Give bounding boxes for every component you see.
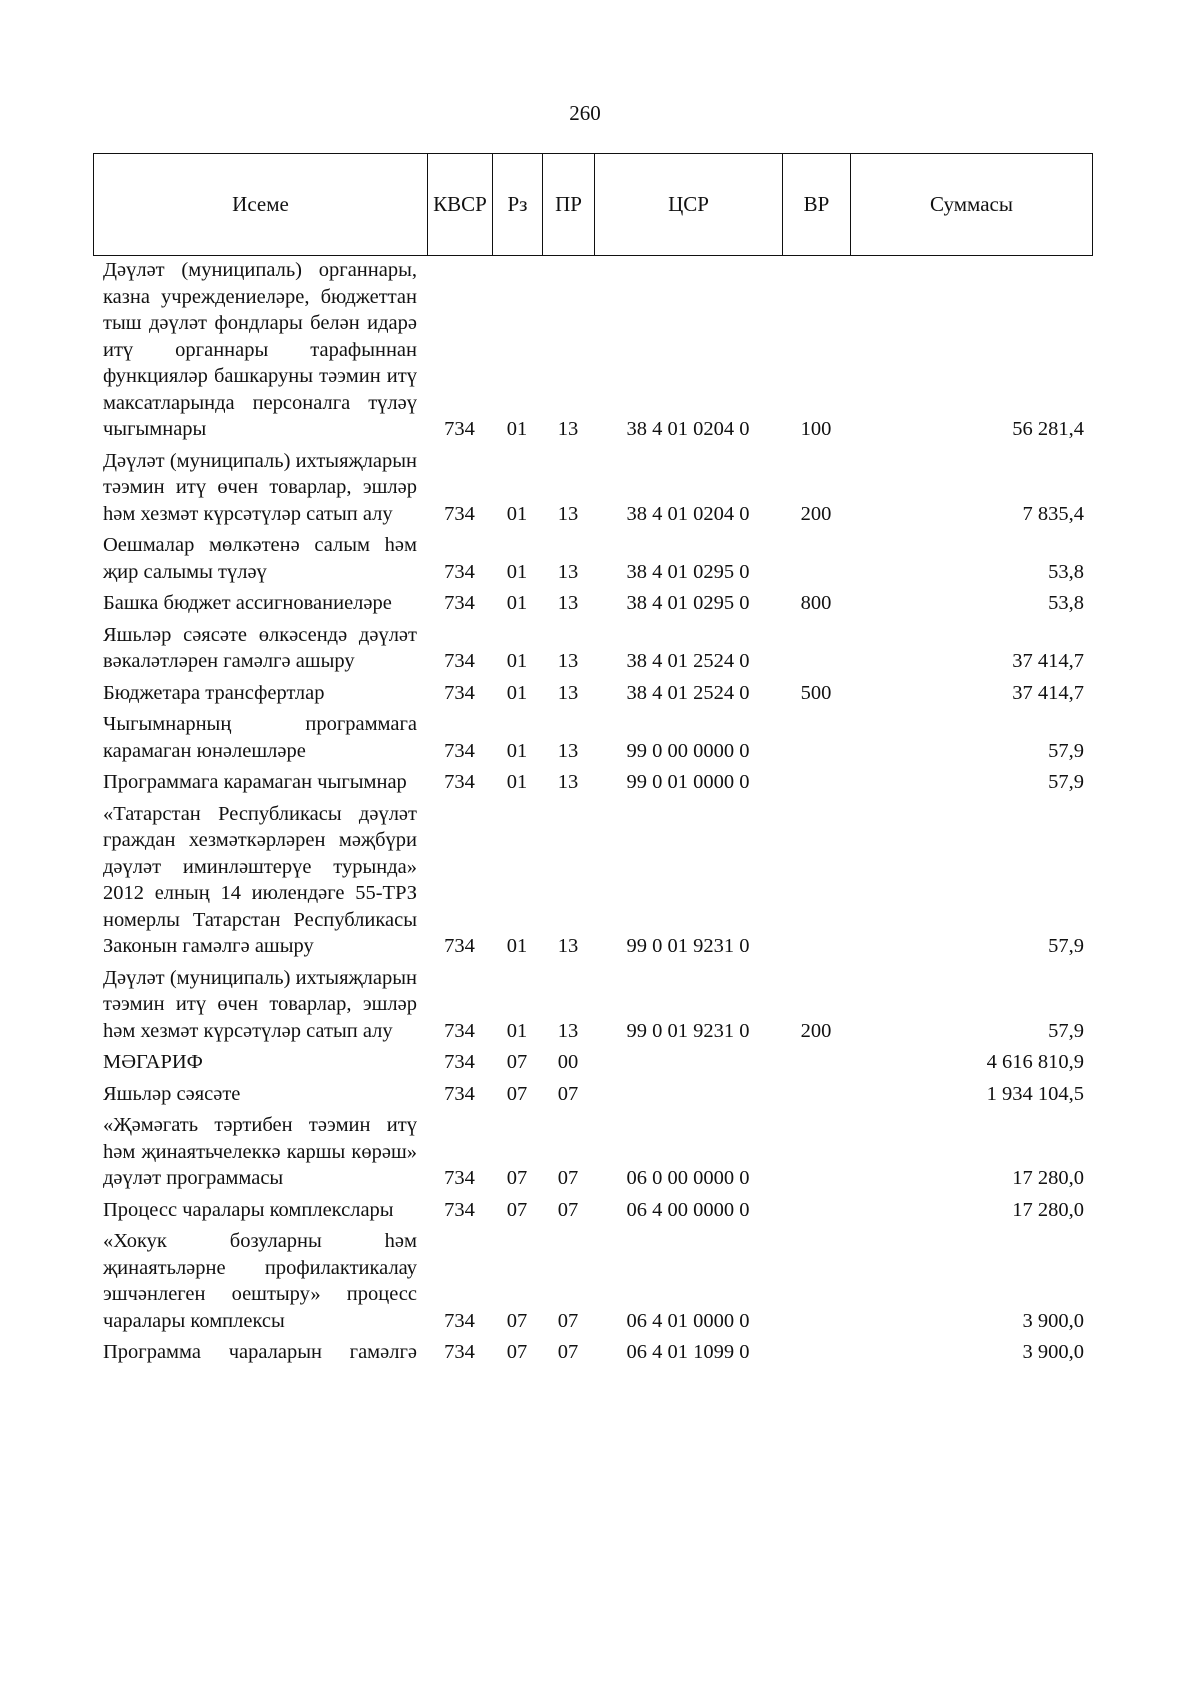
row-name: Яшьләр сәясәте: [103, 1082, 241, 1105]
row-sum: 57,9: [1048, 771, 1084, 793]
row-sum: 17 280,0: [1012, 1167, 1084, 1189]
row-rz: 07: [506, 1167, 528, 1189]
header-csr: ЦСР: [595, 154, 783, 256]
row-pr: 07: [557, 1198, 579, 1221]
header-kvsr: КВСР: [428, 154, 493, 256]
row-kvsr: 734: [444, 592, 475, 614]
row-pr: 13: [557, 935, 579, 957]
row-pr: 07: [557, 1341, 579, 1363]
table-header: [93, 153, 1093, 256]
table-row: [93, 448, 1092, 533]
row-pr: 13: [557, 1019, 579, 1042]
row-vr: [782, 711, 850, 769]
row-rz: 01: [506, 1019, 528, 1042]
row-kvsr: 734: [444, 1019, 475, 1042]
row-sum: 57,9: [1048, 935, 1084, 957]
row-pr: 13: [557, 739, 579, 762]
row-sum: 56 281,4: [1012, 418, 1084, 440]
row-sum: 3 900,0: [1022, 1341, 1084, 1363]
row-pr: 13: [557, 502, 579, 525]
table-row: [93, 711, 1092, 769]
row-kvsr: 734: [444, 681, 475, 704]
table-row: [93, 532, 1092, 590]
row-vr: 800: [800, 592, 832, 614]
table-row: [93, 1228, 1092, 1339]
table-row: [93, 769, 1092, 801]
row-pr: 13: [557, 418, 579, 440]
row-name: Дәүләт (муниципаль) ихтыяҗларын тәэмин итү өчен товарлар, эшләр һәм хезмәт күрсәтүләр сатып алу: [103, 449, 417, 525]
row-vr: [782, 532, 850, 590]
row-csr: 38 4 01 2524 0: [626, 650, 750, 672]
row-kvsr: 734: [444, 1167, 475, 1189]
row-csr: [594, 1081, 782, 1113]
row-csr: 06 4 00 0000 0: [626, 1198, 750, 1221]
row-rz: 07: [506, 1198, 528, 1221]
row-rz: 07: [506, 1051, 528, 1073]
row-rz: 07: [506, 1341, 528, 1363]
row-rz: 01: [506, 418, 528, 440]
row-pr: 13: [557, 681, 579, 704]
row-sum: 57,9: [1048, 739, 1084, 762]
row-kvsr: 734: [444, 771, 475, 793]
row-name: Программага карамаган чыгымнар: [103, 771, 407, 793]
row-name: МӘГАРИФ: [103, 1051, 203, 1073]
row-vr: [782, 1081, 850, 1113]
row-vr: 100: [800, 418, 832, 440]
row-rz: 01: [506, 650, 528, 672]
row-vr: [782, 801, 850, 965]
page-number: 260: [569, 101, 601, 125]
row-pr: 00: [557, 1051, 579, 1073]
row-sum: 37 414,7: [1012, 681, 1084, 704]
row-csr: 38 4 01 0204 0: [626, 502, 750, 525]
row-kvsr: 734: [444, 1051, 475, 1073]
row-name: «Татарстан Республикасы дәүләт граждан хезмәткәрләрен мәҗбүри дәүләт иминләштерүе турында» 2012 елның 14 июлендәге 55-ТРЗ номерлы Татарстан Республикасы Законын гамәлгә ашыру: [103, 802, 417, 957]
table-row: [93, 590, 1092, 622]
row-pr: 13: [557, 592, 579, 614]
table-row: [93, 1081, 1092, 1113]
row-kvsr: 734: [444, 650, 475, 672]
row-rz: 01: [506, 592, 528, 614]
row-vr: [782, 769, 850, 801]
row-rz: 01: [506, 502, 528, 525]
row-csr: 99 0 01 9231 0: [626, 1019, 750, 1042]
row-vr: [782, 1197, 850, 1229]
row-csr: 38 4 01 0295 0: [626, 592, 750, 614]
row-csr: 06 0 00 0000 0: [626, 1167, 750, 1189]
budget-table: [93, 257, 1092, 1366]
table-row: [93, 622, 1092, 680]
row-name: Процесс чаралары комплекслары: [103, 1198, 394, 1221]
row-rz: 07: [506, 1082, 528, 1105]
row-vr: [782, 1049, 850, 1081]
row-csr: 06 4 01 1099 0: [626, 1341, 750, 1363]
row-sum: 53,8: [1048, 560, 1084, 583]
row-sum: 1 934 104,5: [986, 1082, 1084, 1105]
row-vr: 200: [800, 502, 832, 525]
row-vr: [782, 1112, 850, 1197]
row-rz: 01: [506, 771, 528, 793]
row-kvsr: 734: [444, 1198, 475, 1221]
header-pr: ПР: [543, 154, 595, 256]
row-csr: 06 4 01 0000 0: [626, 1309, 750, 1332]
row-name: Программа чараларын гамәлгә: [103, 1341, 417, 1363]
table-row: [93, 1197, 1092, 1229]
row-sum: 7 835,4: [1022, 502, 1084, 525]
row-csr: 99 0 00 0000 0: [626, 739, 750, 762]
row-csr: [594, 1049, 782, 1081]
row-csr: 38 4 01 0295 0: [626, 560, 750, 583]
row-csr: 99 0 01 0000 0: [626, 771, 750, 793]
row-pr: 13: [557, 560, 579, 583]
row-csr: 99 0 01 9231 0: [626, 935, 750, 957]
row-sum: 57,9: [1048, 1019, 1084, 1042]
row-rz: 01: [506, 935, 528, 957]
row-vr: 500: [800, 681, 832, 704]
row-sum: 37 414,7: [1012, 650, 1084, 672]
row-csr: 38 4 01 2524 0: [626, 681, 750, 704]
table-row: [93, 1049, 1092, 1081]
row-pr: 07: [557, 1167, 579, 1189]
header-name: Исеме: [94, 154, 428, 256]
row-name: Дәүләт (муниципаль) органнары, казна учреждениеләре, бюджеттан тыш дәүләт фондлары белән идарә итү органнары тарафыннан функцияләр башкаруны тәэмин итү максатларында персоналга түләү чыгымнары: [103, 259, 417, 440]
header-rz: Рз: [493, 154, 543, 256]
table-row: [93, 257, 1092, 448]
table-row: [93, 680, 1092, 712]
row-sum: 4 616 810,9: [986, 1051, 1084, 1073]
row-vr: 200: [800, 1019, 832, 1042]
row-pr: 07: [557, 1309, 579, 1332]
row-pr: 07: [557, 1082, 579, 1105]
row-name: «Хокук бозуларны һәм җинаятьләрне профилактикалау эшчәнлеген оештыру» процесс чаралары комплексы: [103, 1230, 417, 1332]
row-name: Оешмалар мөлкәтенә салым һәм җир салымы түләү: [103, 534, 417, 583]
row-kvsr: 734: [444, 1082, 475, 1105]
row-kvsr: 734: [444, 1341, 475, 1363]
header-vr: ВР: [783, 154, 851, 256]
row-name: Дәүләт (муниципаль) ихтыяҗларын тәэмин итү өчен товарлар, эшләр һәм хезмәт күрсәтүләр сатып алу: [103, 966, 417, 1042]
row-rz: 01: [506, 560, 528, 583]
row-vr: [782, 1339, 850, 1366]
row-sum: 53,8: [1048, 592, 1084, 614]
row-vr: [782, 1228, 850, 1339]
row-kvsr: 734: [444, 418, 475, 440]
row-pr: 13: [557, 650, 579, 672]
row-name: Бюджетара трансфертлар: [103, 681, 325, 704]
table-row: [93, 1112, 1092, 1197]
row-name: Чыгымнарның программага карамаган юнәлешләре: [103, 713, 417, 762]
row-name: «Җәмәгать тәртибен тәэмин итү һәм җинаятьчелеккә каршы көрәш» дәүләт программасы: [103, 1114, 417, 1189]
row-rz: 07: [506, 1309, 528, 1332]
header-sum: Суммасы: [851, 154, 1093, 256]
row-kvsr: 734: [444, 1309, 475, 1332]
row-sum: 3 900,0: [1022, 1309, 1084, 1332]
row-rz: 01: [506, 739, 528, 762]
row-name: Башка бюджет ассигнованиеләре: [103, 592, 392, 614]
row-csr: 38 4 01 0204 0: [626, 418, 750, 440]
row-name: Яшьләр сәясәте өлкәсендә дәүләт вәкаләтләрен гамәлгә ашыру: [103, 623, 417, 672]
row-kvsr: 734: [444, 739, 475, 762]
table-row: [93, 965, 1092, 1050]
row-vr: [782, 622, 850, 680]
row-kvsr: 734: [444, 502, 475, 525]
table-row: [93, 1339, 1092, 1366]
row-pr: 13: [557, 771, 579, 793]
row-rz: 01: [506, 681, 528, 704]
row-sum: 17 280,0: [1012, 1198, 1084, 1221]
table-row: [93, 801, 1092, 965]
row-kvsr: 734: [444, 560, 475, 583]
row-kvsr: 734: [444, 935, 475, 957]
